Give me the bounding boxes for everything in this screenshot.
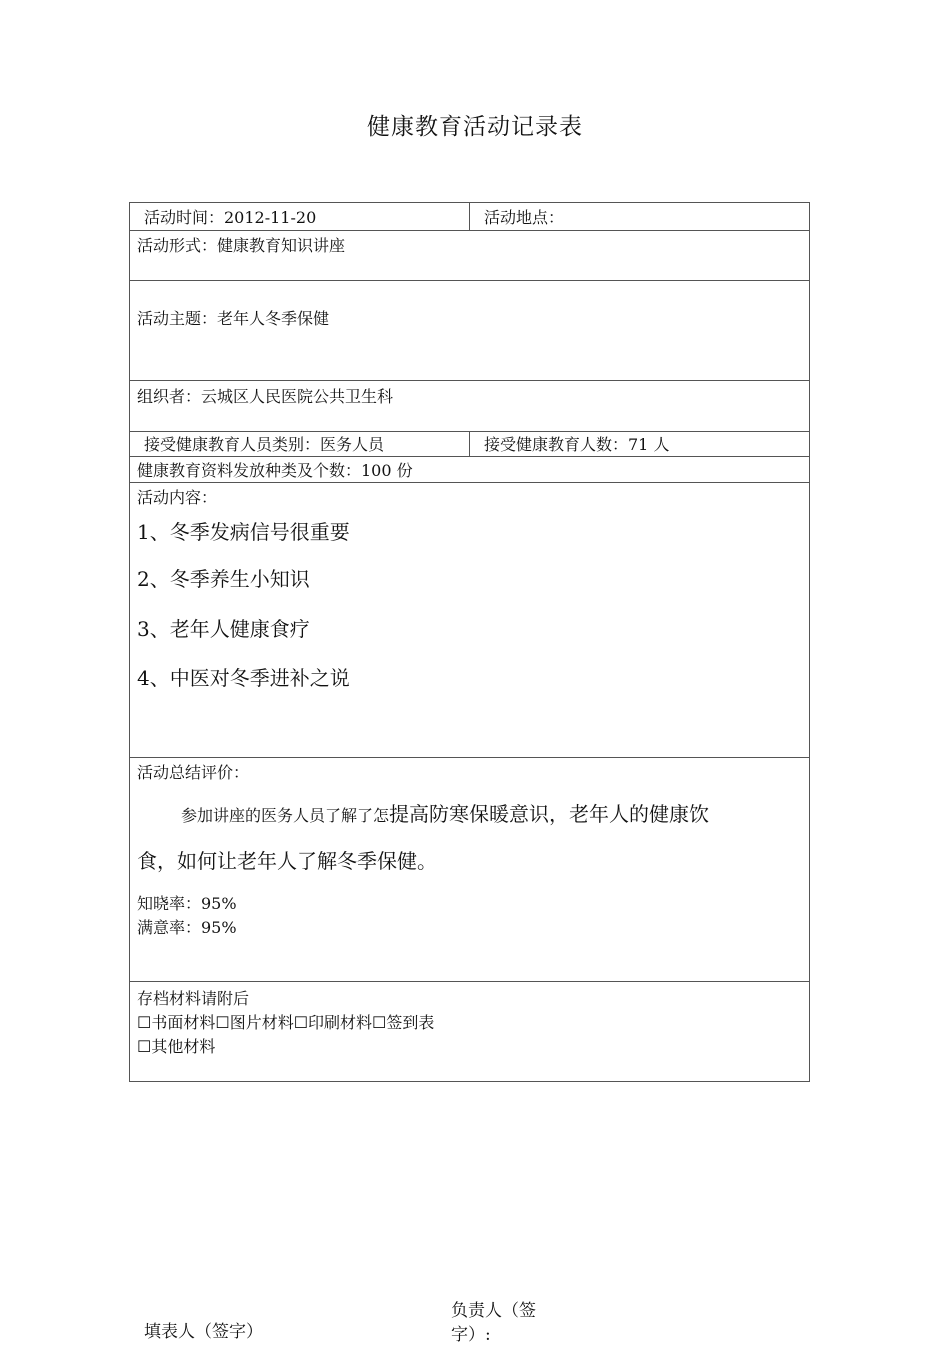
summary-text-line2: 食，如何让老年人了解冬季保健。 [137,849,437,873]
row-summary [130,758,809,982]
audience-count: 接受健康教育人数：71 人 [484,435,670,454]
awareness-rate: 知晓率：95% [137,894,237,913]
archive-other: ☐其他材料 [137,1037,216,1056]
record-form [129,202,810,1082]
content-item: 3、老年人健康食疗 [137,617,310,641]
activity-place: 活动地点： [484,208,565,227]
row-time-place [130,203,809,231]
content-label: 活动内容： [137,488,218,507]
audience-category: 接受健康教育人员类别：医务人员 [130,432,470,456]
row-content [130,483,809,758]
responsible-line1: 负责人（签 [451,1301,536,1321]
content-item: 4、中医对冬季进补之说 [137,666,350,690]
activity-theme: 活动主题：老年人冬季保健 [137,309,330,328]
responsible-line2: 字）: [451,1325,491,1345]
row-archive [130,982,809,1081]
responsible-signature-label [451,1299,536,1347]
activity-time: 活动时间：2012-11-20 [130,203,470,230]
row-theme [130,281,809,381]
row-materials-count [130,457,809,483]
summary-text-small: 参加讲座的医务人员了解了怎 [181,806,390,825]
satisfaction-rate: 满意率：95% [137,918,237,937]
organizer: 组织者：云城区人民医院公共卫生科 [137,387,394,406]
summary-text-large: 提高防寒保暖意识，老年人的健康饮 [389,802,710,826]
filler-signature-label: 填表人（签字） [144,1322,263,1342]
content-item: 1、冬季发病信号很重要 [137,520,350,544]
row-organizer [130,381,809,432]
content-item: 2、冬季养生小知识 [137,567,310,591]
page-title: 健康教育活动记录表 [367,114,583,140]
row-form-type [130,231,809,281]
summary-text [181,798,709,827]
activity-form-type: 活动形式：健康教育知识讲座 [137,236,346,255]
materials-count: 健康教育资料发放种类及个数：100 份 [137,461,413,480]
summary-label: 活动总结评价： [137,763,250,782]
row-audience [130,432,809,457]
archive-checklist: ☐书面材料☐图片材料☐印刷材料☐签到表 [137,1013,435,1032]
archive-label: 存档材料请附后 [137,989,250,1008]
